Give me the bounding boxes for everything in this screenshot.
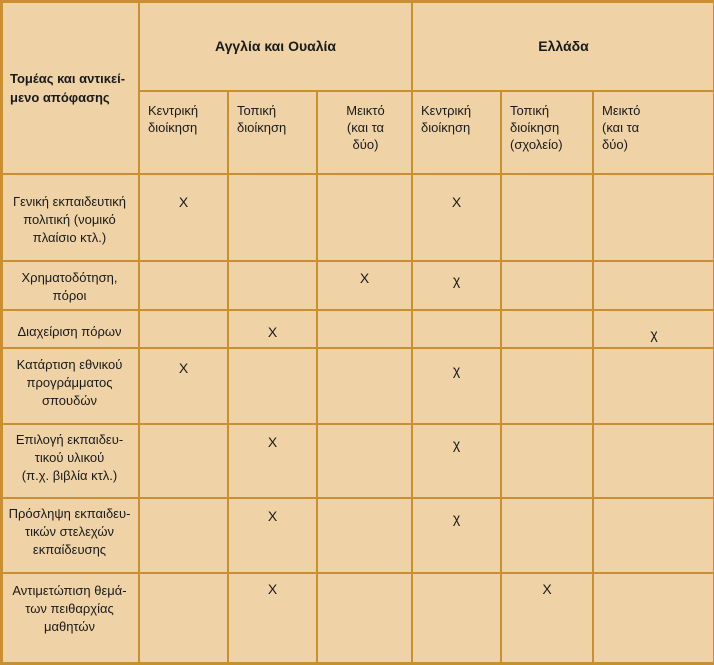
subheader-cell: Μεικτό (και τα δύο)	[593, 91, 714, 174]
mark-cell: χ	[412, 498, 501, 573]
mark-cell	[593, 498, 714, 573]
country-header-greece: Ελλάδα	[412, 1, 714, 91]
row-label: Πρόσληψη εκπαιδευ- τικών στελεχών εκπαίδευσης	[1, 498, 139, 573]
mark-cell	[139, 261, 228, 310]
subheader-cell: Κεντρική διοίκηση	[412, 91, 501, 174]
subheader-cell: Κεντρική διοίκηση	[139, 91, 228, 174]
row-label: Κατάρτιση εθνικού προγράμματος σπουδών	[1, 348, 139, 424]
mark-cell	[317, 424, 412, 498]
mark-cell	[501, 261, 593, 310]
mark-cell: X	[228, 573, 317, 664]
table-row	[1, 348, 714, 424]
subheader-cell: Τοπική διοίκηση	[228, 91, 317, 174]
sector-header-line: Τομέας και αντικεί-	[10, 70, 126, 86]
mark-cell	[593, 261, 714, 310]
mark-cell	[501, 348, 593, 424]
mark-cell	[501, 310, 593, 348]
row-label: Επιλογή εκπαιδευ- τικού υλικού (π.χ. βιβλία κτλ.)	[1, 424, 139, 498]
mark-cell	[412, 573, 501, 664]
row-label: Χρηματοδότηση, πόροι	[1, 261, 139, 310]
mark-cell: X	[228, 424, 317, 498]
mark-cell	[412, 310, 501, 348]
mark-cell	[139, 573, 228, 664]
row-label: Διαχείριση πόρων	[1, 310, 139, 348]
mark-cell	[228, 348, 317, 424]
mark-cell: X	[228, 310, 317, 348]
mark-cell	[317, 310, 412, 348]
mark-cell	[593, 573, 714, 664]
mark-cell	[139, 498, 228, 573]
row-label: Γενική εκπαιδευτική πολιτική (νομικό πλαίσιο κτλ.)	[1, 174, 139, 261]
sector-header-line: μενο απόφασης	[10, 89, 110, 105]
mark-cell	[501, 424, 593, 498]
mark-cell: X	[228, 498, 317, 573]
table-row	[1, 498, 714, 573]
mark-cell	[501, 174, 593, 261]
mark-cell	[139, 310, 228, 348]
mark-cell	[593, 174, 714, 261]
mark-cell	[228, 261, 317, 310]
mark-cell: X	[501, 573, 593, 664]
mark-cell: χ	[412, 424, 501, 498]
mark-cell: X	[139, 348, 228, 424]
mark-cell: χ	[412, 261, 501, 310]
mark-cell: X	[139, 174, 228, 261]
mark-cell	[501, 498, 593, 573]
mark-cell	[139, 424, 228, 498]
mark-cell	[317, 174, 412, 261]
mark-cell	[317, 498, 412, 573]
mark-cell	[317, 573, 412, 664]
mark-cell	[593, 348, 714, 424]
mark-cell	[593, 424, 714, 498]
mark-cell: χ	[593, 310, 714, 348]
table-row	[1, 424, 714, 498]
subheader-cell: Τοπική διοίκηση (σχολείο)	[501, 91, 593, 174]
subheader-cell: Μεικτό (και τα δύο)	[317, 91, 412, 174]
row-label: Αντιμετώπιση θεμά- των πειθαρχίας μαθητών	[1, 573, 139, 664]
mark-cell	[228, 174, 317, 261]
country-header-england-wales: Αγγλία και Ουαλία	[139, 1, 412, 91]
mark-cell	[317, 348, 412, 424]
mark-cell: X	[317, 261, 412, 310]
sector-header	[1, 1, 139, 174]
table-row	[1, 174, 714, 261]
mark-cell: χ	[412, 348, 501, 424]
table-row	[1, 310, 714, 348]
table-row	[1, 261, 714, 310]
mark-cell: X	[412, 174, 501, 261]
table-row	[1, 573, 714, 664]
